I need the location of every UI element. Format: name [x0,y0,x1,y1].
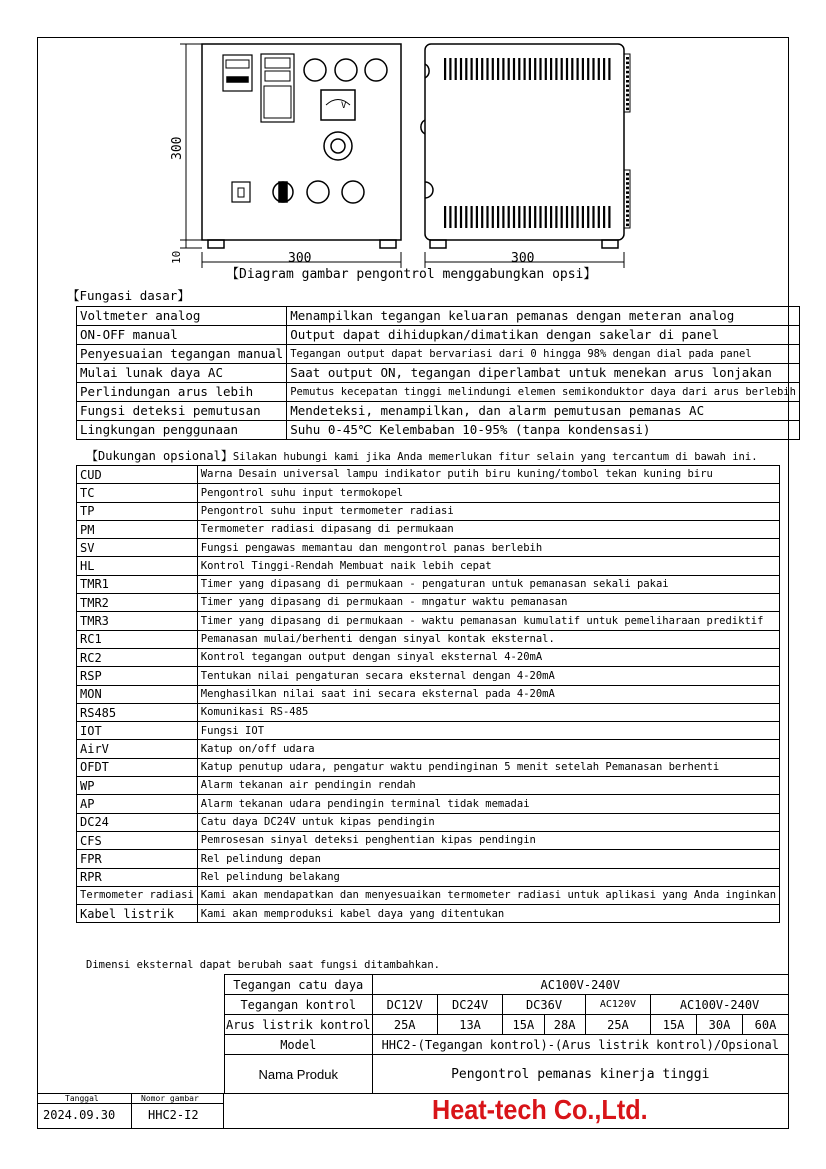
option-desc: Kami akan mendapatkan dan menyesuaikan termometer radiasi untuk aplikasi yang Anda inginkan [197,886,779,904]
option-code: IOT [77,722,198,740]
date-label: Tanggal [65,1094,99,1103]
vent-slot [587,206,589,228]
option-row [77,466,780,484]
basic-desc: Output dapat dihidupkan/dimatikan dengan sakelar di panel [287,326,800,345]
option-desc: Catu daya DC24V untuk kipas pendingin [197,813,779,831]
option-row [77,667,780,685]
date-value: 2024.09.30 [43,1108,116,1122]
vent-slot [444,206,446,228]
option-row [77,740,780,758]
vent-slot [524,58,526,80]
option-row [77,758,780,776]
vent-slot [481,206,483,228]
option-code: SV [77,539,198,557]
spec-table [224,974,789,1094]
option-row [77,612,780,630]
option-row [77,722,780,740]
vent-slot [486,58,488,80]
basic-name: Penyesuaian tegangan manual [77,345,287,364]
basic-desc: Pemutus kecepatan tinggi melindungi elemen semikonduktor daya dari arus berlebih [287,383,800,402]
basic-desc: Tegangan output dapat bervariasi dari 0 hingga 98% dengan dial pada panel [287,345,800,364]
dim-width-side: 300 [511,251,535,266]
basic-desc: Saat output ON, tegangan diperlambat untuk menekan arus lonjakan [287,364,800,383]
option-desc: Alarm tekanan air pendingin rendah [197,777,779,795]
terminal-pin [626,219,629,222]
option-desc: Pemrosesan sinyal deteksi penghentian kipas pendingin [197,831,779,849]
vent-slot [476,58,478,80]
option-row [77,905,780,923]
control-voltage-4: AC100V-240V [651,995,789,1015]
option-code: DC24 [77,813,198,831]
control-voltage-2: DC36V [503,995,586,1015]
option-code: FPR [77,850,198,868]
current-2: 15A [503,1015,544,1035]
option-code: CUD [77,466,198,484]
vent-slot [508,58,510,80]
option-code: RSP [77,667,198,685]
option-code: AirV [77,740,198,758]
option-desc: Pemanasan mulai/berhenti dengan sinyal kontak eksternal. [197,630,779,648]
controller-diagram [0,0,826,290]
vent-slot [545,206,547,228]
terminal-pin [626,210,629,213]
diagram-caption: 【Diagram gambar pengontrol menggabungkan opsi】 [226,267,597,282]
vent-slot [497,206,499,228]
option-code: AP [77,795,198,813]
current-3: 28A [544,1015,585,1035]
footnote: Dimensi eksternal dapat berubah saat fungsi ditambahkan. [86,959,441,971]
option-row [77,777,780,795]
vent-slot [455,58,457,80]
option-code: RC2 [77,648,198,666]
vent-slot [476,206,478,228]
basic-row [77,364,800,383]
options-table [76,465,780,923]
option-code: MON [77,685,198,703]
basic-functions-table [76,306,800,440]
option-code: PM [77,520,198,538]
option-row [77,886,780,904]
terminal-pin [626,224,629,227]
option-desc: Timer yang dipasang di permukaan - pengaturan untuk pemanasan sekali pakai [197,575,779,593]
option-code: TMR2 [77,594,198,612]
option-desc: Rel pelindung depan [197,850,779,868]
option-desc: Fungsi IOT [197,722,779,740]
option-code: Termometer radiasi [77,886,198,904]
basic-row [77,326,800,345]
option-desc: Warna Desain universal lampu indikator putih biru kuning/tombol tekan kuning biru [197,466,779,484]
terminal-pin [626,173,629,176]
option-row [77,594,780,612]
vent-slot [561,206,563,228]
option-desc: Pengontrol suhu input termometer radiasi [197,502,779,520]
terminal-pin [626,201,629,204]
vent-slot [539,58,541,80]
terminal-pin [626,191,629,194]
terminal-pin [626,98,629,101]
option-desc: Katup penutup udara, pengatur waktu pendinginan 5 menit setelah Pemanasan berhenti [197,758,779,776]
terminal-pin [626,205,629,208]
vent-slot [486,206,488,228]
terminal-pin [626,85,629,88]
vent-slot [508,206,510,228]
terminal-pin [626,178,629,181]
option-code: CFS [77,831,198,849]
option-desc: Komunikasi RS-485 [197,703,779,721]
vent-slot [555,206,557,228]
vent-slot [460,206,462,228]
basic-desc: Mendeteksi, menampilkan, dan alarm pemutusan pemanas AC [287,402,800,421]
option-code: TC [77,484,198,502]
vent-slot [524,206,526,228]
basic-title: 【Fungasi dasar】 [67,288,190,303]
option-row [77,502,780,520]
vent-slot [545,58,547,80]
vent-slot [455,206,457,228]
vent-slot [449,58,451,80]
basic-name: Perlindungan arus lebih [77,383,287,402]
front-panel [202,44,401,240]
vent-slot [471,206,473,228]
basic-name: Mulai lunak daya AC [77,364,287,383]
vent-slot [566,58,568,80]
terminal-pin [626,71,629,74]
dim-base: 10 [170,250,183,264]
vent-slot [518,206,520,228]
vent-slot [603,206,605,228]
dim-width-front: 300 [288,251,312,266]
option-desc: Timer yang dipasang di permukaan - waktu pemanasan kumulatif untuk pemeliharaan prediktif [197,612,779,630]
option-row [77,575,780,593]
option-row [77,795,780,813]
option-desc: Pengontrol suhu input termokopel [197,484,779,502]
vent-slot [471,58,473,80]
supply-value: AC100V-240V [372,975,789,995]
vent-slot [577,58,579,80]
vent-slot [582,206,584,228]
control-voltage-0: DC12V [372,995,437,1015]
basic-row [77,345,800,364]
option-code: TMR1 [77,575,198,593]
vent-slot [465,206,467,228]
terminal-pin [626,66,629,69]
control-voltage-3: AC120V [585,995,650,1015]
current-label: Arus listrik kontrol [225,1015,373,1035]
voltmeter-symbol: V [341,101,347,111]
vent-slot [492,206,494,228]
vent-slot [587,58,589,80]
vent-slot [518,58,520,80]
vent-slot [555,58,557,80]
option-desc: Fungsi pengawas memantau dan mengontrol panas berlebih [197,539,779,557]
terminal-pin [626,103,629,106]
options-heading [86,450,758,463]
vent-slot [539,206,541,228]
product-value: Pengontrol pemanas kinerja tinggi [372,1055,789,1094]
current-7: 60A [742,1015,788,1035]
vent-slot [598,206,600,228]
option-row [77,868,780,886]
terminal-pin [626,182,629,185]
control-voltage-1: DC24V [437,995,502,1015]
basic-desc: Menampilkan tegangan keluaran pemanas dengan meteran analog [287,307,800,326]
option-row [77,850,780,868]
vent-slot [513,58,515,80]
control-voltage-label: Tegangan kontrol [225,995,373,1015]
terminal-pin [626,62,629,65]
option-code: TP [77,502,198,520]
vent-slot [534,206,536,228]
option-code: Kabel listrik [77,905,198,923]
terminal-pin [626,80,629,83]
current-1: 13A [437,1015,502,1035]
basic-desc: Suhu 0-45℃ Kelembaban 10-95% (tanpa kondensasi) [287,421,800,440]
vent-slot [465,58,467,80]
basic-row [77,402,800,421]
terminal-pin [626,196,629,199]
option-row [77,630,780,648]
vent-slot [592,206,594,228]
option-desc: Tentukan nilai pengaturan secara eksternal dengan 4-20mA [197,667,779,685]
vent-slot [460,58,462,80]
current-5: 15A [651,1015,697,1035]
terminal-pin [626,187,629,190]
vent-slot [608,58,610,80]
company-logo: Heat-tech Co.,Ltd. [432,1094,648,1125]
option-row [77,520,780,538]
option-desc: Kami akan memproduksi kabel daya yang ditentukan [197,905,779,923]
vent-slot [529,58,531,80]
option-row [77,831,780,849]
vent-slot [449,206,451,228]
basic-name: ON-OFF manual [77,326,287,345]
option-desc: Termometer radiasi dipasang di permukaan [197,520,779,538]
terminal-pin [626,75,629,78]
option-row [77,557,780,575]
option-row [77,648,780,666]
drawing-number-value: HHC2-I2 [148,1108,199,1122]
vent-slot [571,58,573,80]
option-desc: Timer yang dipasang di permukaan - mngatur waktu pemanasan [197,594,779,612]
vent-slot [571,206,573,228]
basic-row [77,383,800,402]
option-row [77,703,780,721]
terminal-pin [626,57,629,60]
vent-slot [481,58,483,80]
vent-slot [582,58,584,80]
vent-slot [550,58,552,80]
option-desc: Alarm tekanan udara pendingin terminal tidak memadai [197,795,779,813]
basic-name: Fungsi deteksi pemutusan [77,402,287,421]
supply-label: Tegangan catu daya [225,975,373,995]
title-block [37,1093,224,1129]
vent-slot [534,58,536,80]
option-code: WP [77,777,198,795]
basic-name: Lingkungan penggunaan [77,421,287,440]
option-desc: Kontrol Tinggi-Rendah Membuat naik lebih cepat [197,557,779,575]
basic-row [77,421,800,440]
option-desc: Katup on/off udara [197,740,779,758]
current-4: 25A [585,1015,650,1035]
vent-slot [492,58,494,80]
options-note: Silakan hubungi kami jika Anda memerlukan fitur selain yang tercantum di bawah ini. [232,451,758,463]
option-desc: Menghasilkan nilai saat ini secara eksternal pada 4-20mA [197,685,779,703]
vent-slot [608,206,610,228]
vent-slot [561,58,563,80]
basic-name: Voltmeter analog [77,307,287,326]
option-row [77,685,780,703]
terminal-pin [626,214,629,217]
option-code: HL [77,557,198,575]
option-code: OFDT [77,758,198,776]
option-code: RC1 [77,630,198,648]
model-label: Model [225,1035,373,1055]
vent-slot [444,58,446,80]
options-title: 【Dukungan opsional】 [86,449,233,463]
option-row [77,813,780,831]
vent-slot [577,206,579,228]
vent-slot [603,58,605,80]
drawing-number-label: Nomor gambar [141,1094,199,1103]
vent-slot [566,206,568,228]
option-desc: Rel pelindung belakang [197,868,779,886]
option-desc: Kontrol tegangan output dengan sinyal eksternal 4-20mA [197,648,779,666]
option-row [77,539,780,557]
option-row [77,484,780,502]
vent-slot [598,58,600,80]
vent-slot [502,58,504,80]
dim-height: 300 [170,136,185,160]
current-6: 30A [697,1015,743,1035]
terminal-pin [626,94,629,97]
option-code: RPR [77,868,198,886]
terminal-pin [626,89,629,92]
vent-slot [592,58,594,80]
option-code: RS485 [77,703,198,721]
model-value: HHC2-(Tegangan kontrol)-(Arus listrik kontrol)/Opsional [372,1035,789,1055]
vent-slot [502,206,504,228]
current-0: 25A [372,1015,437,1035]
option-code: TMR3 [77,612,198,630]
product-label: Nama Produk [225,1055,373,1094]
vent-slot [529,206,531,228]
terminal-pin [626,108,629,111]
vent-slot [497,58,499,80]
vent-slot [550,206,552,228]
basic-row [77,307,800,326]
vent-slot [513,206,515,228]
